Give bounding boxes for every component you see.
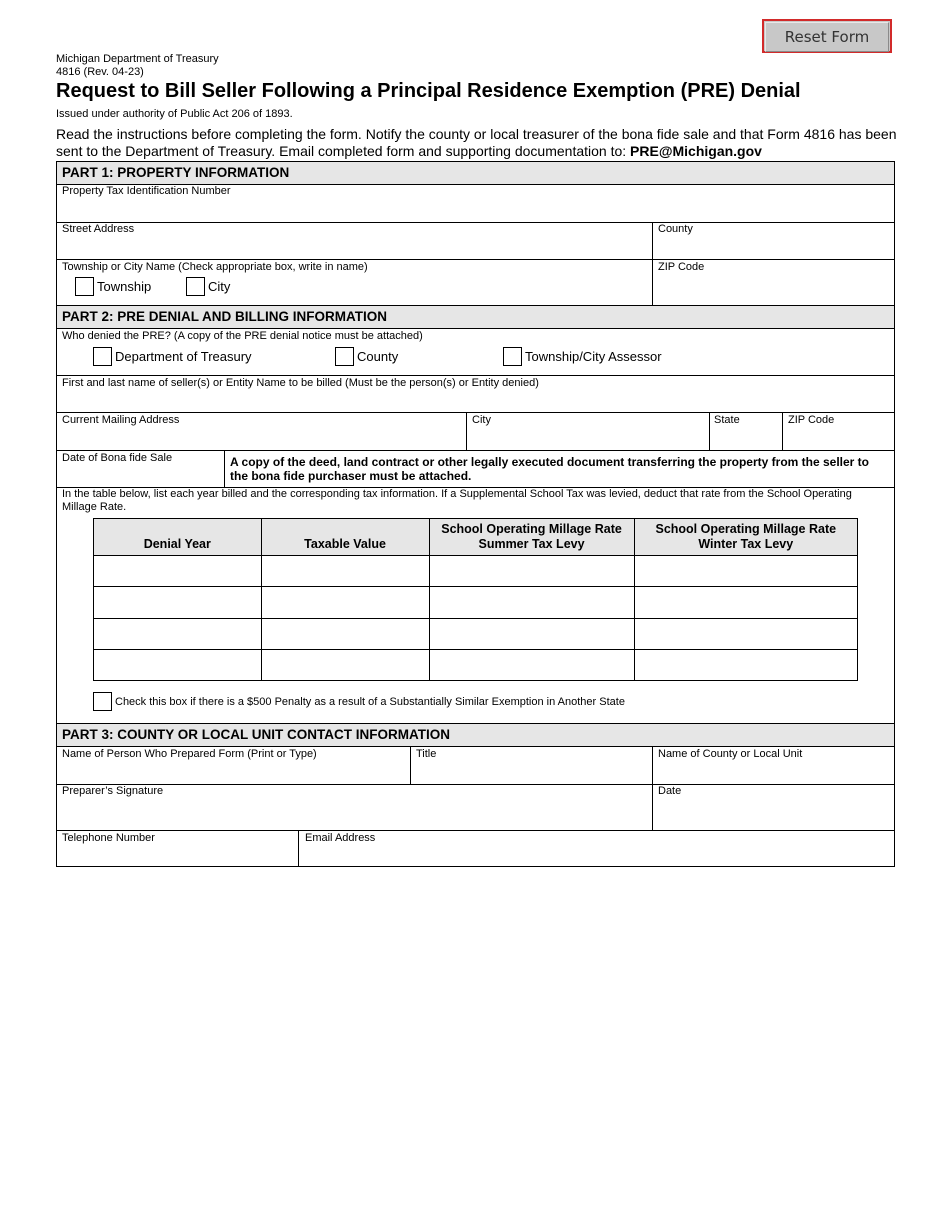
state-label: State — [714, 414, 740, 426]
denial-year-header: Denial Year — [94, 519, 262, 556]
submission-email: PRE@Michigan.gov — [630, 143, 762, 159]
pin-field[interactable] — [58, 198, 892, 221]
divider — [57, 222, 894, 223]
email-label: Email Address — [305, 832, 376, 844]
form-number: 4816 (Rev. 04-23) — [56, 66, 144, 78]
treasury-option-label: Department of Treasury — [115, 349, 252, 364]
date-label: Date — [658, 785, 682, 797]
unit-name-field[interactable] — [654, 761, 892, 783]
taxable-value-cell[interactable] — [261, 649, 429, 680]
divider — [57, 746, 894, 747]
billing-zip-label: ZIP Code — [788, 414, 835, 426]
denial-year-cell[interactable] — [94, 556, 262, 587]
assessor-option-label: Township/City Assessor — [525, 349, 662, 364]
divider — [782, 412, 783, 450]
township-city-label: Township or City Name (Check appropriate box, write in name) — [62, 261, 368, 273]
township-checkbox[interactable] — [75, 277, 94, 296]
divider — [298, 830, 299, 866]
title-field[interactable] — [412, 761, 650, 783]
treasury-checkbox[interactable] — [93, 347, 112, 366]
city-option-label: City — [208, 279, 231, 294]
divider — [652, 222, 653, 305]
phone-label: Telephone Number — [62, 832, 155, 844]
instructions — [56, 126, 898, 160]
denial-year-cell[interactable] — [94, 618, 262, 649]
county-option-label: County — [357, 349, 399, 364]
department-name: Michigan Department of Treasury — [56, 53, 219, 65]
pin-label: Property Tax Identification Number — [62, 185, 231, 197]
who-denied-label: Who denied the PRE? (A copy of the PRE denial notice must be attached) — [62, 330, 423, 342]
county-field[interactable] — [654, 236, 892, 258]
winter-millage-cell[interactable] — [634, 649, 857, 680]
zip-field[interactable] — [654, 275, 892, 303]
denial-year-cell[interactable] — [94, 649, 262, 680]
deed-note: A copy of the deed, land contract or other legally executed document transferring the property from the seller to the bona fide purchaser must be attached. — [230, 455, 870, 483]
county-label: County — [658, 223, 693, 235]
taxable-value-header: Taxable Value — [261, 519, 429, 556]
divider — [57, 784, 894, 785]
divider — [410, 746, 411, 784]
seller-name-label: First and last name of seller(s) or Entity Name to be billed (Must be the person(s) or Entity denied) — [62, 377, 539, 389]
phone-field[interactable] — [58, 845, 296, 865]
summer-millage-cell[interactable] — [429, 556, 634, 587]
signature-field[interactable] — [58, 798, 650, 828]
township-option-label: Township — [97, 279, 152, 294]
penalty-label: Check this box if there is a $500 Penalty as a result of a Substantially Similar Exemption in Another State — [115, 696, 625, 708]
table-row — [94, 618, 858, 649]
city-field[interactable] — [468, 427, 707, 449]
divider — [57, 830, 894, 831]
divider — [224, 450, 225, 487]
county-denial-checkbox[interactable] — [335, 347, 354, 366]
tax-table — [93, 518, 858, 681]
winter-millage-cell[interactable] — [634, 556, 857, 587]
divider — [57, 375, 894, 376]
preparer-name-field[interactable] — [58, 761, 408, 783]
billing-zip-field[interactable] — [784, 427, 892, 449]
street-address-field[interactable] — [58, 236, 650, 258]
table-row — [94, 556, 858, 587]
summer-millage-cell[interactable] — [429, 649, 634, 680]
divider — [709, 412, 710, 450]
tax-table-header-row — [94, 519, 858, 556]
table-instructions: In the table below, list each year billed and the corresponding tax information. If a Supplemental School Tax was levied, deduct that rate from the School Operating Millage Rate. — [62, 488, 852, 513]
taxable-value-cell[interactable] — [261, 618, 429, 649]
divider — [57, 259, 894, 260]
instructions-text: Read the instructions before completing the form. Notify the county or local treasurer of the bona fide sale and that Form 4816 has been sent to the Department of Treasury. Email completed form and supporting documentation to: — [56, 126, 897, 159]
city-label: City — [472, 414, 491, 426]
penalty-checkbox[interactable] — [93, 692, 112, 711]
part1-heading: PART 1: PROPERTY INFORMATION — [57, 162, 894, 184]
date-field[interactable] — [654, 798, 892, 828]
divider — [57, 450, 894, 451]
seller-name-field[interactable] — [58, 390, 892, 412]
street-address-label: Street Address — [62, 223, 135, 235]
email-field[interactable] — [300, 845, 892, 865]
winter-millage-cell[interactable] — [634, 587, 857, 618]
page-title: Request to Bill Seller Following a Principal Residence Exemption (PRE) Denial — [56, 80, 801, 102]
summer-millage-header: School Operating Millage Rate Summer Tax Levy — [429, 519, 634, 556]
denial-year-cell[interactable] — [94, 587, 262, 618]
table-row — [94, 649, 858, 680]
sale-date-field[interactable] — [58, 465, 222, 486]
state-field[interactable] — [711, 427, 781, 449]
unit-name-label: Name of County or Local Unit — [658, 748, 803, 760]
divider — [57, 412, 894, 413]
summer-millage-cell[interactable] — [429, 587, 634, 618]
assessor-checkbox[interactable] — [503, 347, 522, 366]
signature-label: Preparer’s Signature — [62, 785, 164, 797]
preparer-name-label: Name of Person Who Prepared Form (Print or Type) — [62, 748, 317, 760]
divider — [652, 746, 653, 830]
mailing-address-field[interactable] — [58, 427, 464, 449]
reset-form-button[interactable] — [762, 19, 892, 53]
divider — [466, 412, 467, 450]
sale-date-label: Date of Bona fide Sale — [62, 452, 173, 464]
winter-millage-cell[interactable] — [634, 618, 857, 649]
summer-millage-cell[interactable] — [429, 618, 634, 649]
part2-heading: PART 2: PRE DENIAL AND BILLING INFORMATION — [57, 306, 894, 328]
zip-label: ZIP Code — [658, 261, 705, 273]
divider — [57, 328, 894, 329]
authority-note: Issued under authority of Public Act 206 of 1893. — [56, 108, 293, 120]
part3-heading: PART 3: COUNTY OR LOCAL UNIT CONTACT INFORMATION — [57, 724, 894, 746]
title-label: Title — [416, 748, 437, 760]
mailing-address-label: Current Mailing Address — [62, 414, 180, 426]
taxable-value-cell[interactable] — [261, 556, 429, 587]
table-row — [94, 587, 858, 618]
winter-millage-header: School Operating Millage Rate Winter Tax Levy — [634, 519, 857, 556]
city-checkbox[interactable] — [186, 277, 205, 296]
taxable-value-cell[interactable] — [261, 587, 429, 618]
reset-form-label: Reset Form — [765, 22, 889, 52]
